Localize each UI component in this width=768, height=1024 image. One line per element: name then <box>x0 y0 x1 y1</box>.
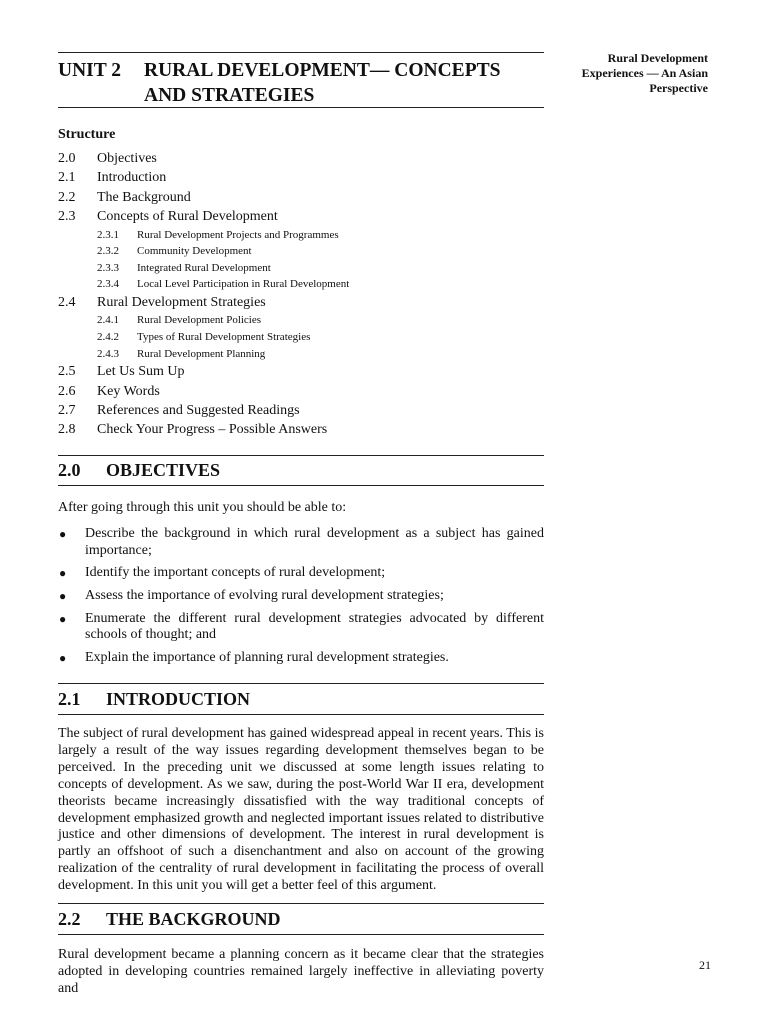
toc-subitem <box>58 329 548 346</box>
toc-item-title: Key Words <box>97 383 160 399</box>
toc-item <box>58 168 548 187</box>
toc-subitem <box>58 312 548 329</box>
toc-item-title: Rural Development Strategies <box>97 294 266 310</box>
section-title: INTRODUCTION <box>106 689 251 709</box>
toc-item <box>58 149 548 168</box>
objectives-list <box>58 526 544 673</box>
toc-item-title: Concepts of Rural Development <box>97 209 278 225</box>
toc-item-title: Rural Development Projects and Programmes <box>137 228 339 241</box>
list-item <box>58 611 544 644</box>
toc-item-number: 2.0 <box>58 151 76 166</box>
section-rule <box>58 934 544 935</box>
toc-item-title: Introduction <box>97 170 167 186</box>
unit-number: UNIT 2 <box>58 60 122 81</box>
toc-item-number: 2.8 <box>58 422 76 438</box>
toc-item <box>58 293 548 312</box>
toc-item-number: 2.1 <box>58 170 76 186</box>
introduction-body: The subject of rural development has gained widespread appeal in recent years. This is largely a result of the way issues regarding development themselves began to be perceived. In the preceding unit we discussed at some length issues relating to concepts of development. As we saw, during the post-World War II era, development theorists became increasingly dissatisfied with the way traditional concepts of development emphasized growth and neglected important issues related to distributive justice and other dimensions of development. The interest in rural development is partly an offshoot of such a disenchantment and also on account of the growing realization of the centrality of rural development in facilitating the process of overall development. In this unit you will get a better feel of this argument. <box>58 726 544 894</box>
toc-item-number: 2.6 <box>58 383 76 399</box>
toc-item <box>58 362 548 381</box>
list-item-text: Assess the importance of evolving rural development strategies; <box>85 588 444 604</box>
toc-item-number: 2.3.3 <box>97 261 119 274</box>
toc-item <box>58 420 548 439</box>
toc-item-number: 2.7 <box>58 402 76 418</box>
toc-item-number: 2.2 <box>58 189 76 205</box>
bullet-icon: ● <box>59 611 67 626</box>
toc-item-title: Types of Rural Development Strategies <box>137 330 311 343</box>
toc-item <box>58 382 548 401</box>
toc-item-number: 2.4 <box>58 294 76 310</box>
toc-item-title: Local Level Participation in Rural Development <box>137 278 350 291</box>
section-rule <box>58 903 544 904</box>
list-item-text: Enumerate the different rural development strategies advocated by different schools of thought; and <box>85 610 544 643</box>
section-rule <box>58 455 544 456</box>
list-item <box>58 588 544 605</box>
unit-title-text: RURAL DEVELOPMENT— CONCEPTS AND STRATEGIES <box>144 60 501 106</box>
list-item-text: Explain the importance of planning rural development strategies. <box>85 650 449 666</box>
bullet-icon: ● <box>59 566 67 581</box>
table-of-contents <box>58 149 548 440</box>
toc-subitem <box>58 260 548 277</box>
toc-item-number: 2.4.1 <box>97 314 119 327</box>
toc-item-title: Let Us Sum Up <box>97 364 185 380</box>
toc-item-number: 2.3.2 <box>97 245 119 258</box>
bullet-icon: ● <box>59 527 67 541</box>
section-number: 2.2 <box>58 909 81 929</box>
running-header-line: Experiences — An Asian <box>581 66 708 80</box>
section-rule <box>58 714 544 715</box>
list-item <box>58 526 544 559</box>
toc-item-title: Rural Development Policies <box>137 314 262 327</box>
section-rule <box>58 485 544 486</box>
list-item-text: Describe the background in which rural development as a subject has gained importance; <box>85 526 544 558</box>
page-number: 21 <box>699 958 711 972</box>
toc-item-number: 2.4.3 <box>97 347 119 360</box>
toc-subitem <box>58 243 548 260</box>
bullet-icon: ● <box>59 589 67 604</box>
toc-item-number: 2.3.1 <box>97 228 119 241</box>
title-bottom-rule <box>58 107 544 108</box>
section-number: 2.1 <box>58 689 81 709</box>
section-rule <box>58 683 544 684</box>
running-header <box>538 51 708 96</box>
toc-item-title: Objectives <box>97 151 157 166</box>
toc-item <box>58 207 548 226</box>
section-title: OBJECTIVES <box>106 460 221 480</box>
list-item <box>58 650 544 667</box>
bullet-icon: ● <box>59 651 67 666</box>
section-title: THE BACKGROUND <box>106 909 281 929</box>
running-header-line: Rural Development <box>607 51 708 65</box>
toc-item-number: 2.3 <box>58 209 76 225</box>
top-rule <box>58 52 544 53</box>
background-body: Rural development became a planning concern as it became clear that the strategies adopted in developing countries remained largely ineffective in alleviating poverty and <box>58 947 544 996</box>
toc-item-title: Integrated Rural Development <box>137 261 271 274</box>
toc-item <box>58 401 548 420</box>
section-number: 2.0 <box>58 460 81 480</box>
list-item-text: Identify the important concepts of rural development; <box>85 565 386 581</box>
toc-item-number: 2.4.2 <box>97 330 119 343</box>
toc-item-title: References and Suggested Readings <box>97 402 300 418</box>
toc-item-number: 2.5 <box>58 364 76 380</box>
toc-subitem <box>58 276 548 293</box>
structure-label: Structure <box>58 127 116 142</box>
toc-item-number: 2.3.4 <box>97 278 119 291</box>
toc-item <box>58 188 548 207</box>
toc-item-title: The Background <box>97 189 191 205</box>
running-header-line: Perspective <box>649 81 708 95</box>
toc-subitem <box>58 346 548 363</box>
toc-item-title: Rural Development Planning <box>137 347 266 360</box>
objectives-intro: After going through this unit you should be able to: <box>58 500 347 515</box>
toc-item-title: Community Development <box>137 245 252 258</box>
list-item <box>58 565 544 582</box>
toc-subitem <box>58 227 548 244</box>
toc-item-title: Check Your Progress – Possible Answers <box>97 422 328 438</box>
